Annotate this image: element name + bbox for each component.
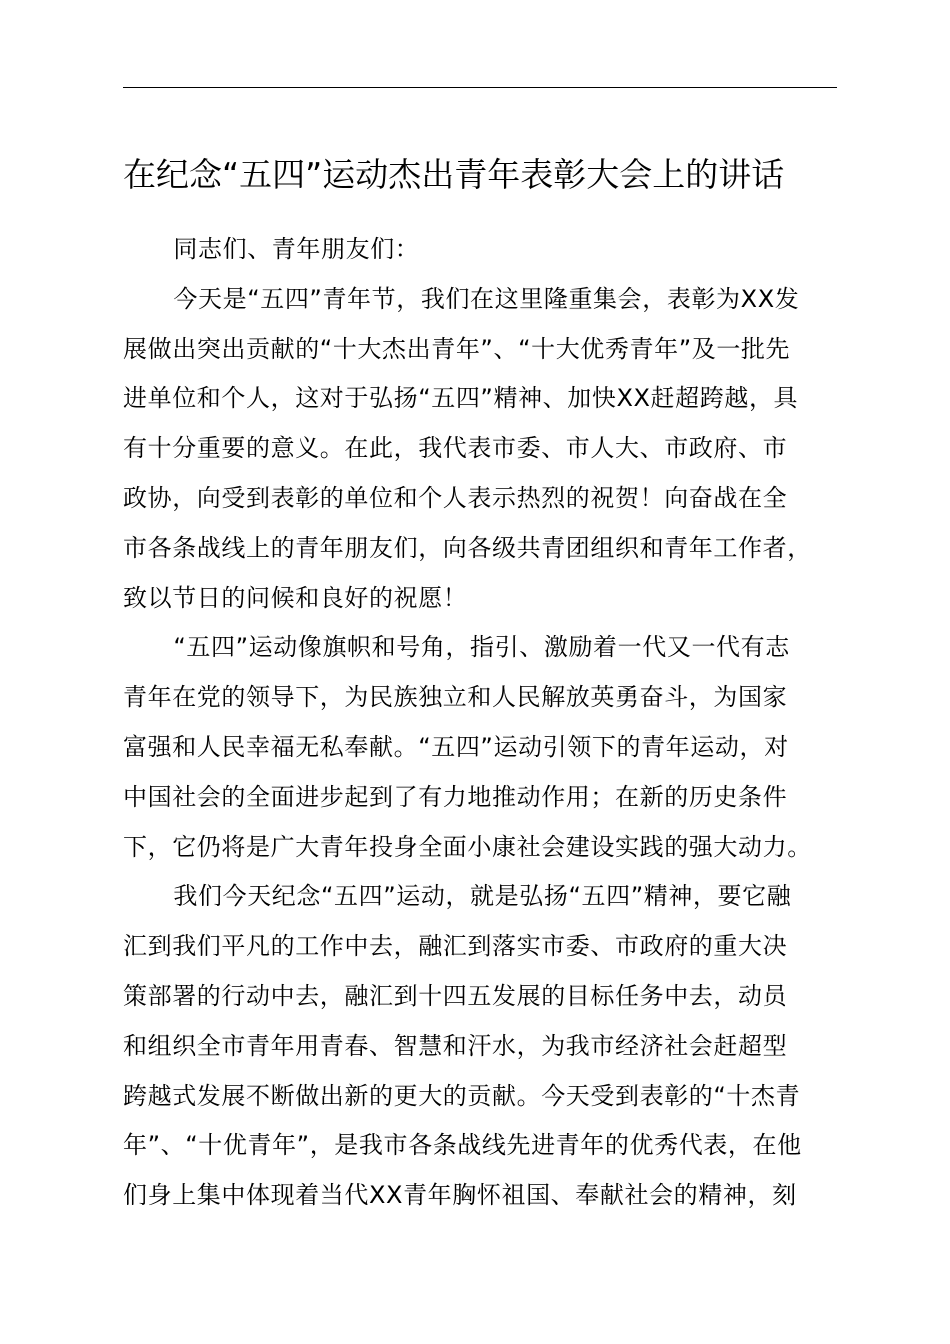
body-paragraph: “五四”运动像旗帜和号角，指引、激励着一代又一代有志 青年在党的领导下，为民族独立和人民解放英勇奋斗，为国家 富强和人民幸福无私奉献。“五四”运动引领下的青年运动，对 中国社会的全面进步起到了有力地推动作用；在新的历史条件 下，它仍将是广大青年投身全面小康社会建设实践的强大动力。	[123, 633, 812, 861]
document-title: 在纪念“五四”运动杰出青年表彰大会上的讲话	[123, 155, 785, 194]
body-paragraph: 我们今天纪念“五四”运动，就是弘扬“五四”精神，要它融 汇到我们平凡的工作中去，融汇到落实市委、市政府的重大决 策部署的行动中去，融汇到十四五发展的目标任务中去，动员 和组织全市青年用青春、智慧和汗水，为我市经济社会赶超型 跨越式发展不断做出新的更大的贡献。今天受到表彰的“十杰青 年”、“十优青年”，是我市各条战线先进青年的优秀代表，在他 们身上集中体现着当代XX青年胸怀祖国、奉献社会的精神，刻	[123, 882, 802, 1210]
header-rule	[123, 87, 837, 88]
body-paragraph: 今天是“五四”青年节，我们在这里隆重集会，表彰为XX发 展做出突出贡献的“十大杰出青年”、“十大优秀青年”及一批先 进单位和个人，这对于弘扬“五四”精神、加快XX赶超跨越，具 有十分重要的意义。在此，我代表市委、市人大、市政府、市 政协，向受到表彰的单位和个人表示热烈的祝贺！向奋战在全 市各条战线上的青年朋友们，向各级共青团组织和青年工作者， 致以节日的问候和良好的祝愿！	[123, 284, 812, 612]
salutation-paragraph: 同志们、青年朋友们：	[173, 235, 420, 263]
document-body	[123, 225, 837, 1221]
